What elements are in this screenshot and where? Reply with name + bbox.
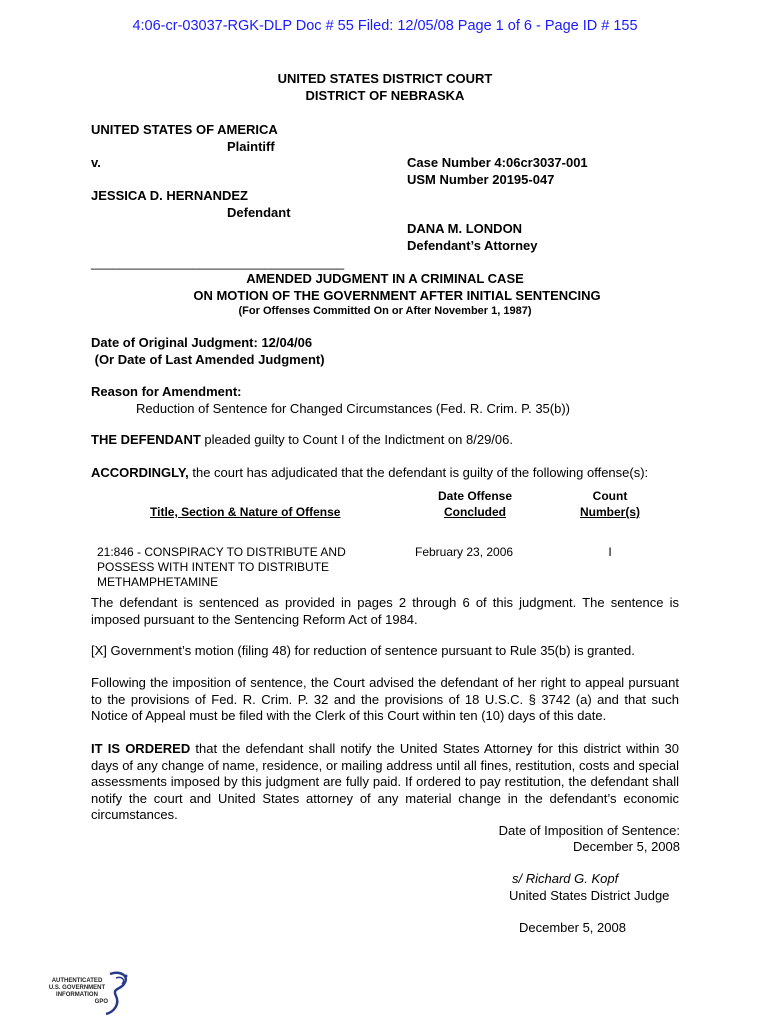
signature-date: December 5, 2008 — [519, 920, 626, 935]
caption-separator: ___________________________________ — [91, 255, 345, 270]
court-district: DISTRICT OF NEBRASKA — [305, 88, 465, 103]
last-amended-note: (Or Date of Last Amended Judgment) — [91, 352, 325, 367]
reason-text: Reduction of Sentence for Changed Circumstances (Fed. R. Crim. P. 35(b)) — [136, 401, 571, 416]
defendant-name: JESSICA D. HERNANDEZ — [91, 188, 248, 203]
ordered-label: IT IS ORDERED — [91, 741, 191, 756]
plaintiff-name: UNITED STATES OF AMERICA — [91, 122, 278, 137]
logo-line-3: INFORMATION — [56, 992, 98, 998]
date-col-header-1: Date Offense — [437, 489, 513, 503]
plea-label: THE DEFENDANT — [91, 432, 201, 447]
imposition-date: December 5, 2008 — [573, 839, 680, 854]
reason-label: Reason for Amendment: — [91, 384, 242, 399]
logo-line-2: U.S. GOVERNMENT — [48, 985, 106, 991]
ordered-text: that the defendant shall notify the United States Attorney for this district within 30 days of any change of name, residence, or mailing address until all fines, restitution, costs and special assessments imposed by this judgment are fully paid. If ordered to pay restitution, the defendant shall notify the court and United States attorney of any material change in the defendant’s economic circumstances. — [91, 741, 679, 822]
imposition-label: Date of Imposition of Sentence: — [498, 823, 680, 838]
usm-number: USM Number 20195-047 — [407, 172, 555, 187]
document-stamp: 4:06-cr-03037-RGK-DLP Doc # 55 Filed: 12/05/08 Page 1 of 6 - Page ID # 155 — [132, 18, 638, 34]
attorney-role: Defendant’s Attorney — [407, 238, 538, 253]
judgment-title: AMENDED JUDGMENT IN A CRIMINAL CASE — [246, 271, 524, 286]
motion-paragraph: [X] Government’s motion (filing 48) for reduction of sentence pursuant to Rule 35(b) is granted. — [91, 643, 635, 658]
ordered-paragraph — [91, 741, 679, 824]
accordingly-text: the court has adjudicated that the defendant is guilty of the following offense(s): — [188, 465, 649, 480]
versus: v. — [91, 155, 101, 170]
date-col-header-2: Concluded — [444, 505, 506, 519]
accordingly-label: ACCORDINGLY, — [91, 465, 189, 480]
judgment-subtitle: ON MOTION OF THE GOVERNMENT AFTER INITIAL SENTENCING — [193, 288, 601, 303]
gpo-authentication-logo — [42, 968, 132, 1018]
case-number: Case Number 4:06cr3037-001 — [407, 155, 588, 170]
accordingly — [91, 465, 648, 480]
attorney-name: DANA M. LONDON — [407, 221, 523, 236]
sentence-paragraph: The defendant is sentenced as provided in pages 2 through 6 of this judgment. The sentence is imposed pursuant to the Sentencing Reform Act of 1984. — [91, 595, 679, 627]
offense-col-header: Title, Section & Nature of Offense — [150, 505, 341, 519]
original-judgment-date: Date of Original Judgment: 12/04/06 — [91, 335, 313, 350]
defendant-plea — [91, 432, 513, 447]
offense-date: February 23, 2006 — [415, 545, 514, 559]
plaintiff-role: Plaintiff — [227, 139, 275, 154]
defendant-role: Defendant — [227, 205, 291, 220]
judgment-note: (For Offenses Committed On or After November 1, 1987) — [238, 305, 532, 317]
offense-line-3: METHAMPHETAMINE — [97, 575, 219, 589]
offense-count: I — [608, 545, 612, 559]
judge-title: United States District Judge — [509, 888, 670, 903]
appeal-paragraph: Following the imposition of sentence, the Court advised the defendant of her right to appeal pursuant to the provisions of Fed. R. Crim. P. 32 and the provisions of 18 U.S.C. § 3742 (a) and that such Notice of Appeal must be filed with the Clerk of this Court within ten (10) days of this date. — [91, 675, 679, 723]
count-col-header-1: Count — [592, 489, 628, 503]
count-col-header-2: Number(s) — [579, 505, 640, 519]
offense-line-1: 21:846 - CONSPIRACY TO DISTRIBUTE AND — [97, 545, 346, 559]
logo-line-1: AUTHENTICATED — [51, 978, 103, 984]
logo-line-4: GPO — [94, 999, 108, 1005]
offense-line-2: POSSESS WITH INTENT TO DISTRIBUTE — [97, 560, 330, 574]
offense-description — [97, 545, 346, 590]
judge-signature: s/ Richard G. Kopf — [512, 871, 619, 886]
court-name: UNITED STATES DISTRICT COURT — [277, 71, 493, 86]
eagle-icon — [102, 968, 132, 1016]
plea-text: pleaded guilty to Count I of the Indictment on 8/29/06. — [200, 432, 513, 447]
